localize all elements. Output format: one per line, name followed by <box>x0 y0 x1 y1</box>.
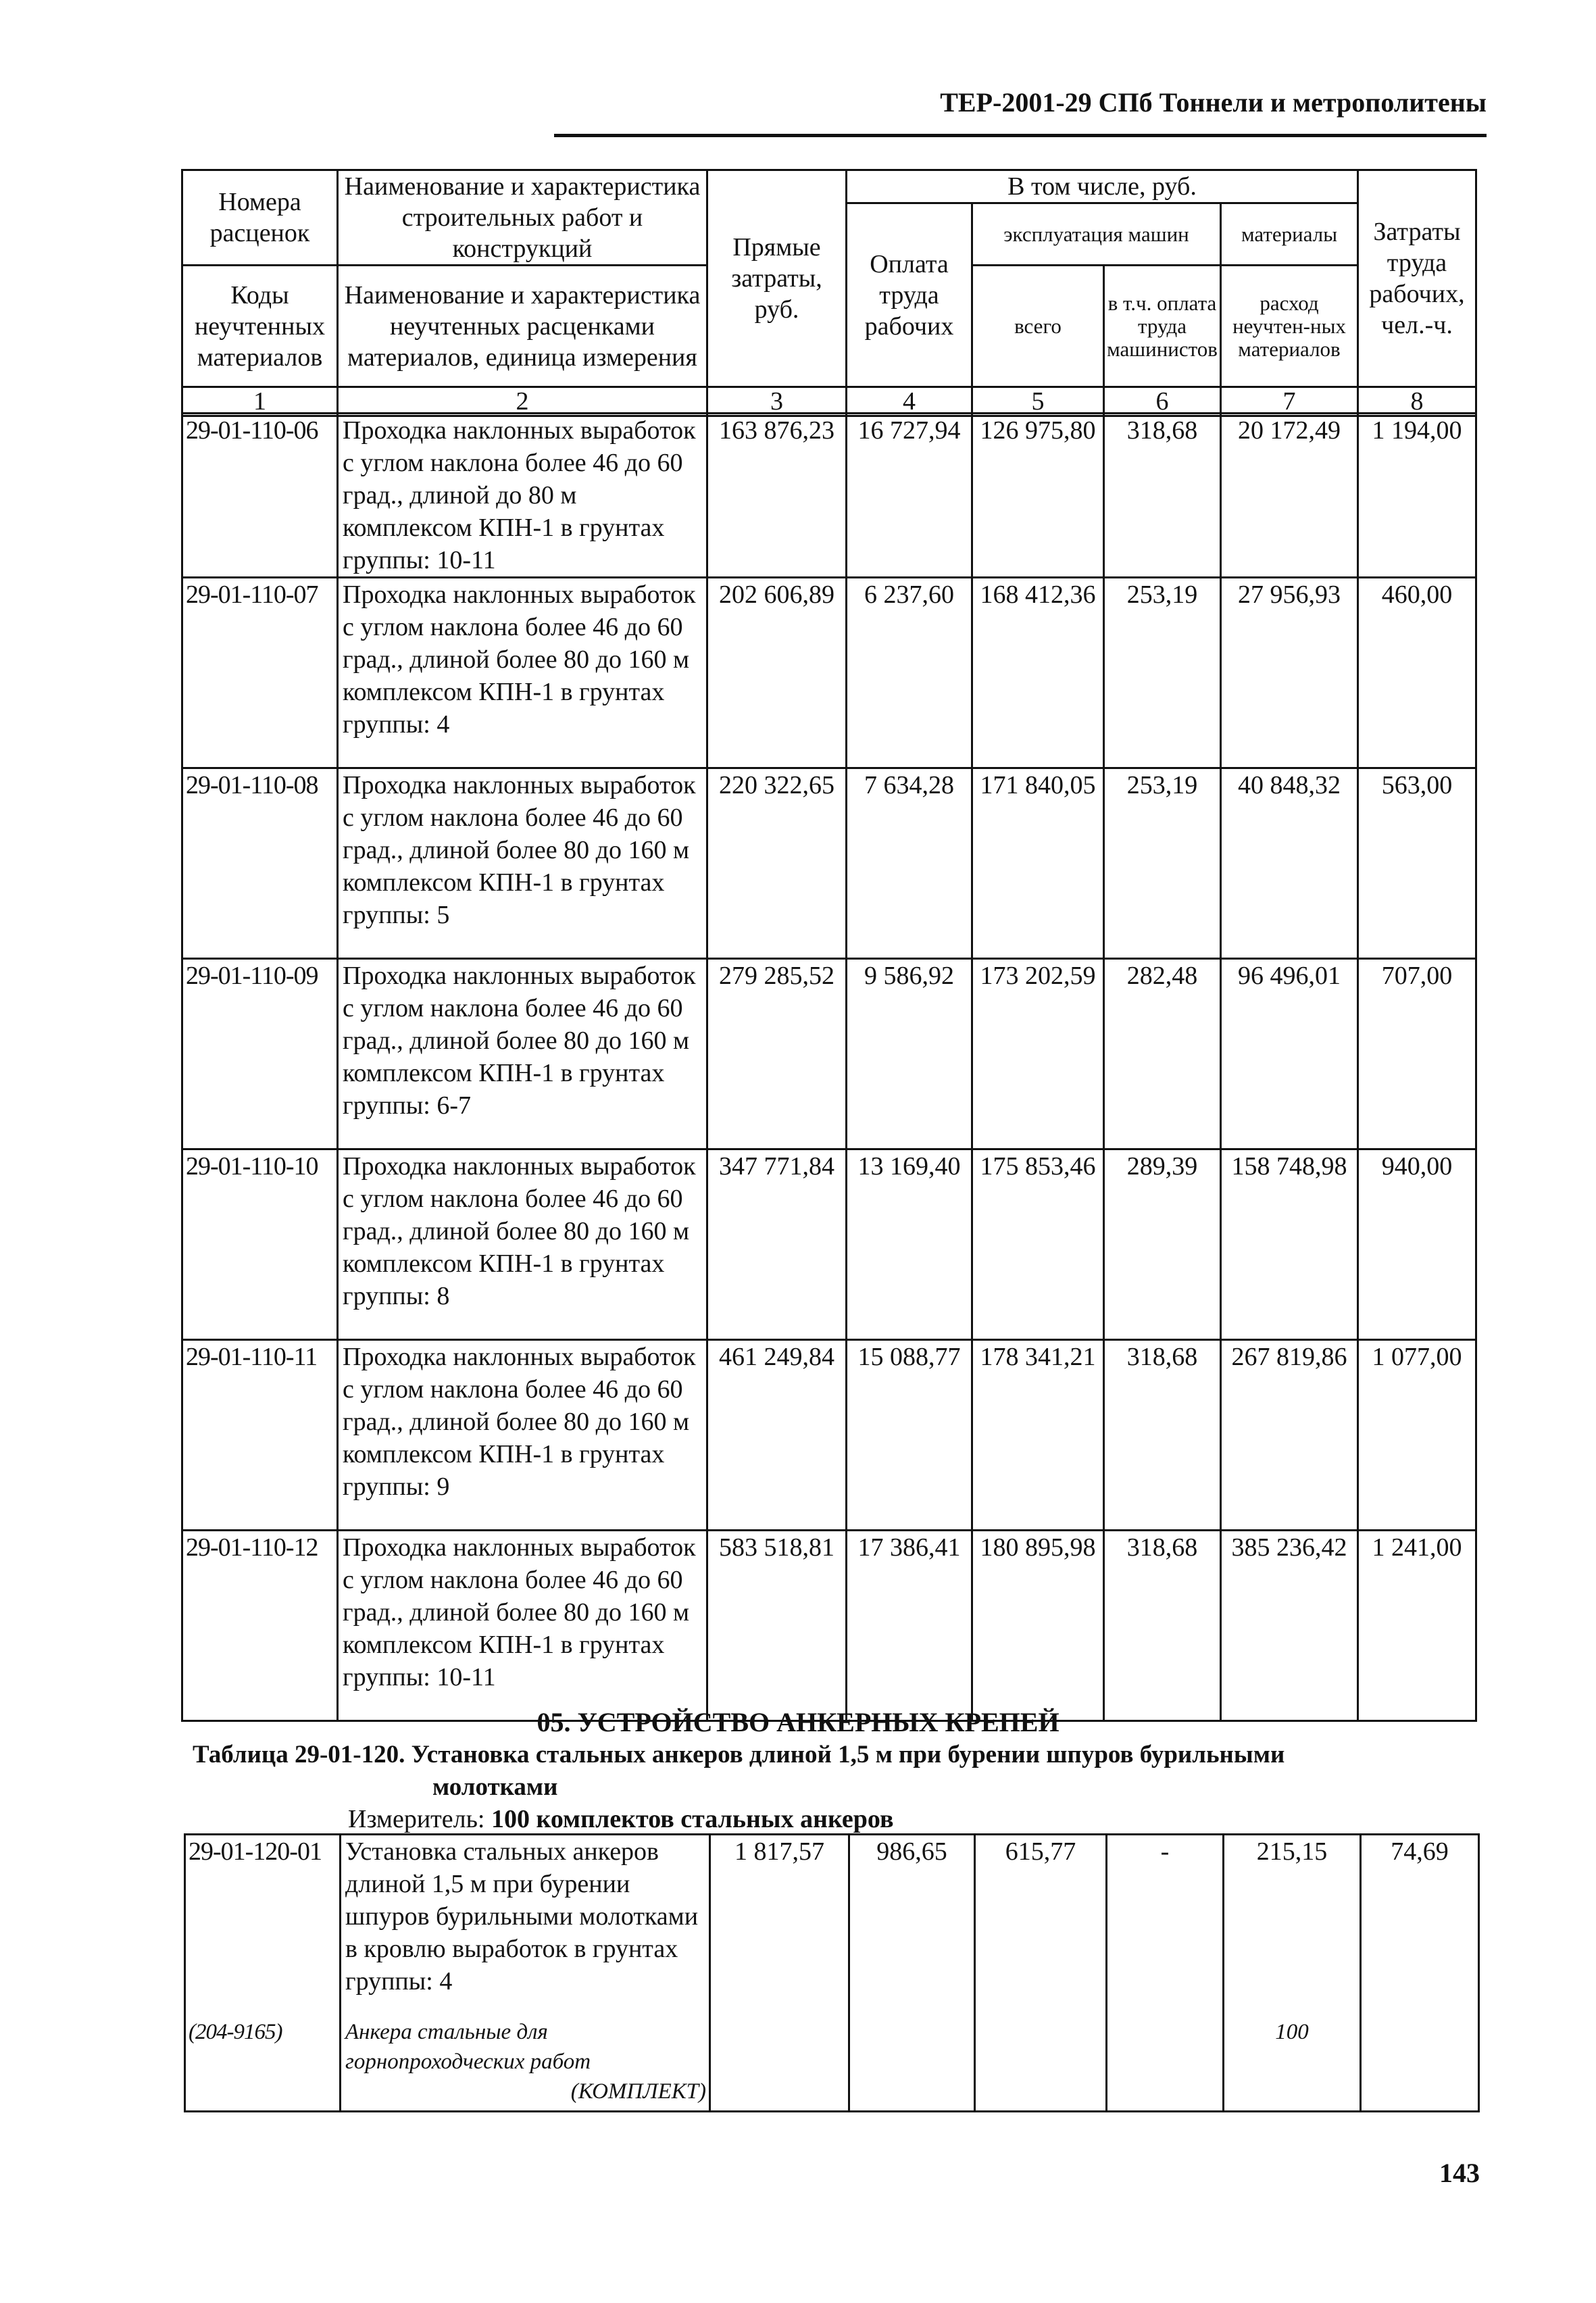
direct-cost: 1 817,57 <box>710 1835 849 2017</box>
page-number: 143 <box>1439 2158 1480 2188</box>
rate-code: 29-01-110-08 <box>182 768 338 959</box>
col-machinist-pay-header: в т.ч. оплата труда машинистов <box>1104 266 1221 387</box>
machines-total: 173 202,59 <box>972 959 1104 1149</box>
table-row <box>185 1835 1479 2017</box>
material-code: (204-9165) <box>185 2017 341 2112</box>
col-direct-header: Прямые затраты, руб. <box>707 170 847 387</box>
col-number-4: 4 <box>847 387 972 416</box>
rate-name: Установка стальных анкеров длиной 1,5 м при бурении шпуров бурильными молотками в кровлю выработок в грунтах группы: 4 <box>341 1835 710 2017</box>
machinist-pay: 318,68 <box>1104 414 1221 578</box>
table-row <box>182 1149 1476 1340</box>
col-name-header: Наименование и характеристика строительных работ и конструкций <box>338 170 707 266</box>
table-row <box>182 1531 1476 1721</box>
labor-pay: 17 386,41 <box>847 1531 972 1721</box>
labor-pay: 7 634,28 <box>847 768 972 959</box>
col-machines-header: эксплуатация машин <box>972 203 1221 266</box>
table-title <box>193 1739 1422 1804</box>
col-labor-hours-header: Затраты труда рабочих, чел.-ч. <box>1358 170 1476 387</box>
materials-cost: 27 956,93 <box>1221 578 1358 768</box>
labor-hours: 460,00 <box>1358 578 1476 768</box>
rate-name: Проходка наклонных выработок с углом наклона более 46 до 60 град., длиной более 80 до 160 м комплексом КПН-1 в грунтах группы: 8 <box>338 1149 707 1340</box>
header-rule <box>554 134 1487 137</box>
table-title-text: Таблица 29-01-120. Установка стальных анкеров длиной 1,5 м при бурении шпуров бурильными <box>193 1741 1285 1768</box>
col-including-header: В том числе, руб. <box>847 170 1358 203</box>
labor-pay: 986,65 <box>849 1835 975 2017</box>
rates-table <box>181 412 1477 1722</box>
col-number-2: 2 <box>338 387 707 416</box>
rate-code: 29-01-110-10 <box>182 1149 338 1340</box>
machines-total: 171 840,05 <box>972 768 1104 959</box>
material-row <box>185 2017 1479 2112</box>
col-codes-header: Коды неучтенных материалов <box>182 266 338 387</box>
rate-name: Проходка наклонных выработок с углом наклона более 46 до 60 град., длиной более 80 до 160 м комплексом КПН-1 в грунтах группы: 10-11 <box>338 1531 707 1721</box>
labor-pay: 6 237,60 <box>847 578 972 768</box>
machinist-pay: 253,19 <box>1104 578 1221 768</box>
section-title: 05. УСТРОЙСТВО АНКЕРНЫХ КРЕПЕЙ <box>537 1707 1059 1737</box>
rate-code: 29-01-110-06 <box>182 414 338 578</box>
direct-cost: 461 249,84 <box>707 1340 847 1531</box>
direct-cost: 279 285,52 <box>707 959 847 1149</box>
material-name: Анкера стальные для горнопроходческих работ <box>345 2019 591 2074</box>
materials-cost: 40 848,32 <box>1221 768 1358 959</box>
empty-cell <box>710 2017 849 2112</box>
col-numbers-header: Номера расценок <box>182 170 338 266</box>
col-number-3: 3 <box>707 387 847 416</box>
machines-total: 615,77 <box>975 1835 1107 2017</box>
col-labor-pay-header: Оплата труда рабочих <box>847 203 972 387</box>
direct-cost: 347 771,84 <box>707 1149 847 1340</box>
anchor-rates-table <box>184 1833 1480 2112</box>
labor-hours: 707,00 <box>1358 959 1476 1149</box>
machines-total: 168 412,36 <box>972 578 1104 768</box>
rate-code: 29-01-110-07 <box>182 578 338 768</box>
rate-name: Проходка наклонных выработок с углом наклона более 46 до 60 град., длиной более 80 до 160 м комплексом КПН-1 в грунтах группы: 9 <box>338 1340 707 1531</box>
table-row <box>182 768 1476 959</box>
table-title-continuation: молотками <box>432 1773 558 1801</box>
labor-pay: 16 727,94 <box>847 414 972 578</box>
labor-pay: 13 169,40 <box>847 1149 972 1340</box>
machines-total: 180 895,98 <box>972 1531 1104 1721</box>
materials-cost: 20 172,49 <box>1221 414 1358 578</box>
materials-cost: 267 819,86 <box>1221 1340 1358 1531</box>
empty-cell <box>1361 2017 1479 2112</box>
material-name-cell <box>341 2017 710 2112</box>
rate-code: 29-01-110-09 <box>182 959 338 1149</box>
labor-hours: 1 194,00 <box>1358 414 1476 578</box>
material-unit: (КОМПЛЕКТ) <box>570 2079 706 2104</box>
machinist-pay: 318,68 <box>1104 1531 1221 1721</box>
table-row <box>182 959 1476 1149</box>
machinist-pay: 318,68 <box>1104 1340 1221 1531</box>
machines-total: 175 853,46 <box>972 1149 1104 1340</box>
direct-cost: 202 606,89 <box>707 578 847 768</box>
col-number-5: 5 <box>972 387 1104 416</box>
direct-cost: 583 518,81 <box>707 1531 847 1721</box>
rate-name: Проходка наклонных выработок с углом наклона более 46 до 60 град., длиной более 80 до 160 м комплексом КПН-1 в грунтах группы: 6-7 <box>338 959 707 1149</box>
materials-cost: 96 496,01 <box>1221 959 1358 1149</box>
labor-pay: 15 088,77 <box>847 1340 972 1531</box>
material-quantity: 100 <box>1224 2017 1361 2112</box>
measure-unit-label: Измеритель: <box>348 1805 485 1833</box>
col-number-6: 6 <box>1104 387 1221 416</box>
materials-cost: 215,15 <box>1224 1835 1361 2017</box>
table-row <box>182 414 1476 578</box>
col-materials-header: материалы <box>1221 203 1358 266</box>
materials-cost: 385 236,42 <box>1221 1531 1358 1721</box>
machinist-pay: 253,19 <box>1104 768 1221 959</box>
rate-name: Проходка наклонных выработок с углом наклона более 46 до 60 град., длиной более 80 до 160 м комплексом КПН-1 в грунтах группы: 4 <box>338 578 707 768</box>
labor-pay: 9 586,92 <box>847 959 972 1149</box>
direct-cost: 163 876,23 <box>707 414 847 578</box>
rate-code: 29-01-120-01 <box>185 1835 341 2017</box>
measure-unit-value: 100 комплектов стальных анкеров <box>491 1805 894 1833</box>
materials-cost: 158 748,98 <box>1221 1149 1358 1340</box>
rate-name: Проходка наклонных выработок с углом наклона более 46 до 60 град., длиной до 80 м комплексом КПН-1 в грунтах группы: 10-11 <box>338 414 707 578</box>
col-number-7: 7 <box>1221 387 1358 416</box>
col-number-1: 1 <box>182 387 338 416</box>
table-row <box>182 578 1476 768</box>
machines-total: 126 975,80 <box>972 414 1104 578</box>
table-row <box>182 1340 1476 1531</box>
machines-total: 178 341,21 <box>972 1340 1104 1531</box>
labor-hours: 1 077,00 <box>1358 1340 1476 1531</box>
machinist-pay: 289,39 <box>1104 1149 1221 1340</box>
machinist-pay: 282,48 <box>1104 959 1221 1149</box>
empty-cell <box>975 2017 1107 2112</box>
labor-hours: 74,69 <box>1361 1835 1479 2017</box>
col-machines-total-header: всего <box>972 266 1104 387</box>
machinist-pay: - <box>1107 1835 1224 2017</box>
labor-hours: 563,00 <box>1358 768 1476 959</box>
col-material-name-header: Наименование и характеристика неучтенных расценками материалов, единица измерения <box>338 266 707 387</box>
empty-cell <box>849 2017 975 2112</box>
direct-cost: 220 322,65 <box>707 768 847 959</box>
empty-cell <box>1107 2017 1224 2112</box>
table-header <box>181 169 1477 417</box>
rate-code: 29-01-110-11 <box>182 1340 338 1531</box>
measure-unit <box>348 1804 894 1834</box>
rate-name: Проходка наклонных выработок с углом наклона более 46 до 60 град., длиной более 80 до 160 м комплексом КПН-1 в грунтах группы: 5 <box>338 768 707 959</box>
document-header-title: ТЕР-2001-29 СПб Тоннели и метрополитены <box>940 87 1487 118</box>
labor-hours: 1 241,00 <box>1358 1531 1476 1721</box>
labor-hours: 940,00 <box>1358 1149 1476 1340</box>
col-number-8: 8 <box>1358 387 1476 416</box>
col-material-consumption-header: расход неучтен-ных материалов <box>1221 266 1358 387</box>
rate-code: 29-01-110-12 <box>182 1531 338 1721</box>
